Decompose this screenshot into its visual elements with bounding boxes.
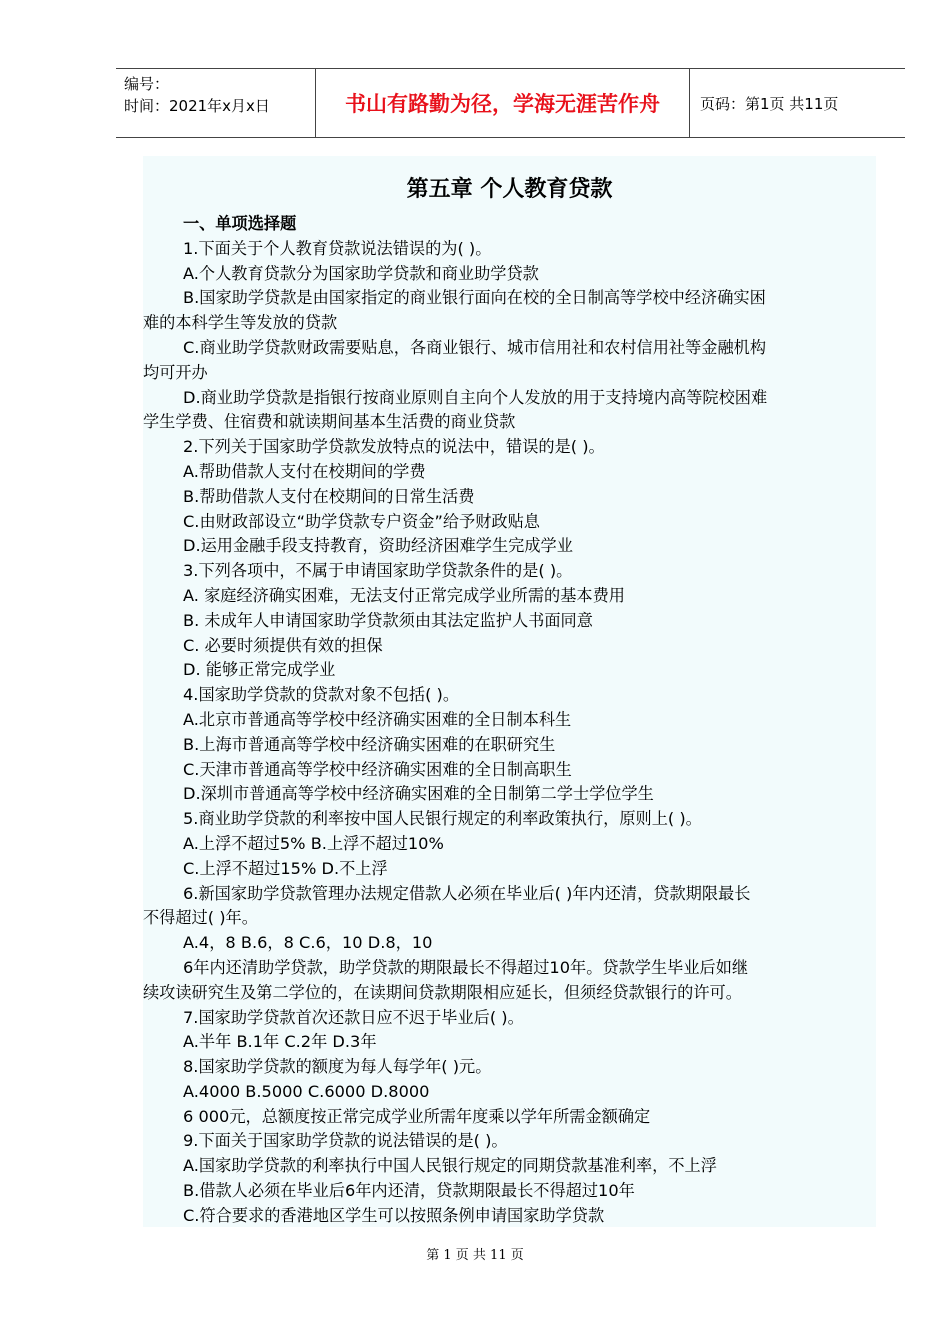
text-line: A.个人教育贷款分为国家助学贷款和商业助学贷款	[183, 263, 539, 283]
text-line: 难的本科学生等发放的贷款	[143, 313, 338, 333]
text-line: 不得超过( )年。	[143, 908, 258, 928]
text-line: D. 能够正常完成学业	[183, 660, 336, 680]
text-lines	[143, 212, 876, 1229]
text-line: C. 必要时须提供有效的担保	[183, 635, 383, 655]
text-line: D.商业助学贷款是指银行按商业原则自主向个人发放的用于支持境内高等院校困难	[183, 387, 768, 407]
text-line: 续攻读研究生及第二学位的，在读期间贷款期限相应延长，但须经贷款银行的许可。	[143, 982, 742, 1002]
text-line: D.深圳市普通高等学校中经济确实困难的全日制第二学士学位学生	[183, 784, 654, 804]
text-line: 5.商业助学贷款的利率按中国人民银行规定的利率政策执行，原则上( )。	[183, 809, 702, 829]
text-line: B.帮助借款人支付在校期间的日常生活费	[183, 486, 475, 506]
text-line: B. 未成年人申请国家助学贷款须由其法定监护人书面同意	[183, 610, 593, 630]
text-line: B.借款人必须在毕业后6年内还清，贷款期限最长不得超过10年	[183, 1181, 635, 1201]
text-line: 4.国家助学贷款的贷款对象不包括( )。	[183, 685, 460, 705]
text-line: A.国家助学贷款的利率执行中国人民银行规定的同期贷款基准利率，不上浮	[183, 1156, 717, 1176]
text-line: 学生学费、住宿费和就读期间基本生活费的商业贷款	[143, 412, 516, 432]
text-line: C.由财政部设立“助学贷款专户资金”给予财政贴息	[183, 511, 540, 531]
text-line: 2.下列关于国家助学贷款发放特点的说法中，错误的是( )。	[183, 437, 605, 457]
text-line: A.4000 B.5000 C.6000 D.8000	[183, 1081, 430, 1101]
text-line: 7.国家助学贷款首次还款日应不迟于毕业后( )。	[183, 1007, 524, 1027]
text-line: B.国家助学贷款是由国家指定的商业银行面向在校的全日制高等学校中经济确实困	[183, 288, 766, 308]
text-line: C.上浮不超过15% D.不上浮	[183, 858, 388, 878]
text-line: D.运用金融手段支持教育，资助经济困难学生完成学业	[183, 536, 573, 556]
text-line: C.商业助学贷款财政需要贴息，各商业银行、城市信用社和农村信用社等金融机构	[183, 337, 767, 357]
text-line: 6.新国家助学贷款管理办法规定借款人必须在毕业后( )年内还清，贷款期限最长	[183, 883, 751, 903]
page-footer: 第 1 页 共 11 页	[426, 1248, 524, 1263]
header-motto: 书山有路勤为径，学海无涯苦作舟	[316, 69, 690, 137]
text-line: A.帮助借款人支付在校期间的学费	[183, 461, 426, 481]
text-line: B.上海市普通高等学校中经济确实困难的在职研究生	[183, 734, 556, 754]
text-line: A. 家庭经济确实困难，无法支付正常完成学业所需的基本费用	[183, 585, 625, 605]
text-line: C.天津市普通高等学校中经济确实困难的全日制高职生	[183, 759, 572, 779]
header-table	[116, 68, 905, 138]
header-meta	[116, 69, 316, 137]
header-page-info: 页码：第1页 共11页	[700, 94, 839, 113]
text-line: 1.下面关于个人教育贷款说法错误的为( )。	[183, 238, 492, 258]
text-line: 6 000元，总额度按正常完成学业所需年度乘以学年所需金额确定	[183, 1106, 651, 1126]
text-line: C.符合要求的香港地区学生可以按照条例申请国家助学贷款	[183, 1205, 605, 1225]
text-line: A.北京市普通高等学校中经济确实困难的全日制本科生	[183, 709, 572, 729]
text-line: 3.下列各项中，不属于申请国家助学贷款条件的是( )。	[183, 561, 573, 581]
text-line: 9.下面关于国家助学贷款的说法错误的是( )。	[183, 1131, 508, 1151]
section-heading: 一、单项选择题	[183, 214, 297, 233]
document-body	[143, 156, 876, 1227]
doc-number-label: 编号：	[124, 75, 170, 93]
chapter-title: 第五章 个人教育贷款	[406, 176, 613, 202]
text-line: 6年内还清助学贷款，助学贷款的期限最长不得超过10年。贷款学生毕业后如继	[183, 957, 749, 977]
text-line: 均可开办	[143, 362, 208, 382]
text-line: A.4，8 B.6，8 C.6，10 D.8，10	[183, 933, 433, 953]
doc-time-label: 时间：2021年x月x日	[124, 97, 270, 115]
text-line: A.半年 B.1年 C.2年 D.3年	[183, 1032, 377, 1052]
text-line: 8.国家助学贷款的额度为每人每学年( )元。	[183, 1057, 492, 1077]
text-line: A.上浮不超过5% B.上浮不超过10%	[183, 833, 444, 853]
